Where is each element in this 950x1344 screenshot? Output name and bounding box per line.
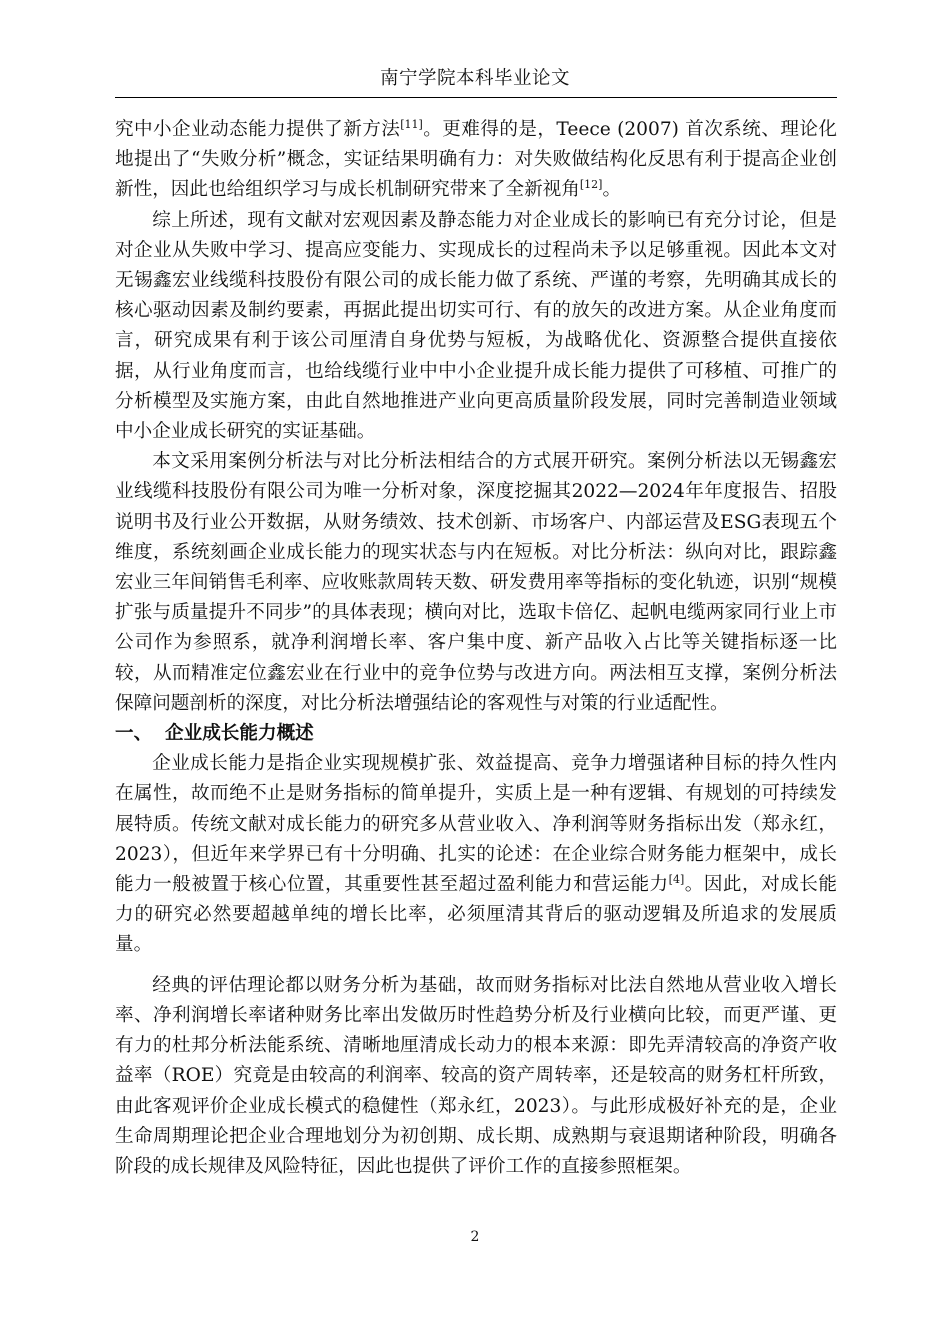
citation-12: [12] [579, 178, 603, 192]
paragraph-1-part-b: 。更难得的是，Teece (2007) 首次系统、理论化地提出了“失败分析”概念，实证结果明确有力：对失败做结构化反思有利于提高企业创新性，因此也给组织学习与成长机制研究带来了全新视角 [115, 119, 837, 201]
citation-11: [11] [400, 117, 423, 131]
section-number: 一、 [115, 723, 153, 745]
section-title: 企业成长能力概述 [165, 723, 314, 745]
paragraph-4 [115, 749, 837, 960]
section-heading [115, 719, 837, 749]
header-rule [115, 97, 837, 98]
paragraph-3: 本文采用案例分析法与对比分析法相结合的方式展开研究。案例分析法以无锡鑫宏业线缆科技股份有限公司为唯一分析对象，深度挖掘其2022—2024年年度报告、招股说明书及行业公开数据，从财务绩效、技术创新、市场客户、内部运营及ESG表现五个维度，系统刻画企业成长能力的现实状态与内在短板。对比分析法：纵向对比，跟踪鑫宏业三年间销售毛利率、应收账款周转天数、研发费用率等指标的变化轨迹，识别“规模扩张与质量提升不同步”的具体表现；横向对比，选取卡倍亿、起帆电缆两家同行业上市公司作为参照系，就净利润增长率、客户集中度、新产品收入占比等关键指标逐一比较，从而精准定位鑫宏业在行业中的竞争位势与改进方向。两法相互支撑，案例分析法保障问题剖析的深度，对比分析法增强结论的客观性与对策的行业适配性。 [115, 451, 837, 714]
body-text [115, 115, 837, 1182]
paragraph-4-part-b: 。因此，对成长能力的研究必然要超越单纯的增长比率，必须厘清其背后的驱动逻辑及所追求的发展质量。 [115, 874, 837, 956]
page-number: 2 [470, 1229, 480, 1245]
citation-4: [4] [668, 872, 685, 886]
paragraph-1 [115, 115, 837, 206]
paragraph-1-part-a: 究中小企业动态能力提供了新方法 [115, 119, 401, 140]
paragraph-1-part-c: 。 [602, 179, 622, 201]
paragraph-4-part-a: 企业成长能力是指企业实现规模扩张、效益提高、竞争力增强诸种目标的持久性内在属性，故而绝不止是财务指标的简单提升，实质上是一种有逻辑、有规划的可持续发展特质。传统文献对成长能力的研究多从营业收入、净利润等财务指标出发（郑永红，2023），但近年来学界已有十分明确、扎实的论述：在企业综合财务能力框架中，成长能力一般被置于核心位置，其重要性甚至超过盈利能力和营运能力 [115, 753, 837, 896]
paragraph-2: 综上所述，现有文献对宏观因素及静态能力对企业成长的影响已有充分讨论，但是对企业从失败中学习、提高应变能力、实现成长的过程尚未予以足够重视。因此本文对无锡鑫宏业线缆科技股份有限公司的成长能力做了系统、严谨的考察，先明确其成长的核心驱动因素及制约要素，再据此提出切实可行、有的放矢的改进方案。从企业角度而言，研究成果有利于该公司厘清自身优势与短板，为战略优化、资源整合提供直接依据，从行业角度而言，也给线缆行业中中小企业提升成长能力提供了可移植、可推广的分析模型及实施方案，由此自然地推进产业向更高质量阶段发展，同时完善制造业领域中小企业成长研究的实证基础。 [115, 209, 837, 443]
running-header: 南宁学院本科毕业论文 [379, 68, 570, 89]
paragraph-5: 经典的评估理论都以财务分析为基础，故而财务指标对比法自然地从营业收入增长率、净利润增长率诸种财务比率出发做历时性趋势分析及行业横向比较，而更严谨、更有力的杜邦分析法能系统、清晰地厘清成长动力的根本来源：即先弄清较高的净资产收益率（ROE）究竟是由较高的利润率、较高的资产周转率，还是较高的财务杠杆所致，由此客观评价企业成长模式的稳健性（郑永红，2023）。与此形成极好补充的是，企业生命周期理论把企业合理地划分为初创期、成长期、成熟期与衰退期诸种阶段，明确各阶段的成长规律及风险特征，因此也提供了评价工作的直接参照框架。 [115, 974, 837, 1177]
